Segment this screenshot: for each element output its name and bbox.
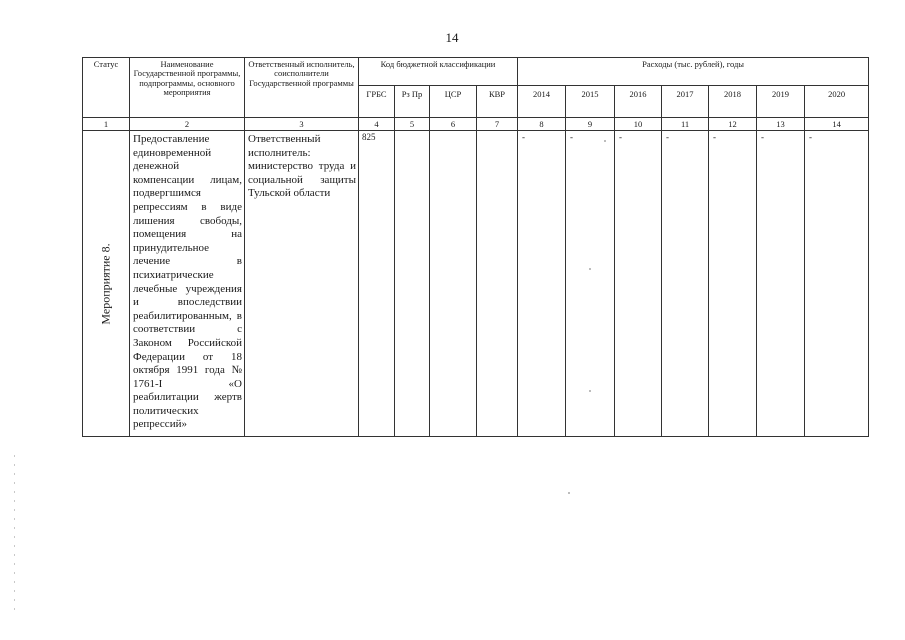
column-number: 1	[83, 118, 130, 131]
table-row	[83, 131, 869, 437]
column-number: 4	[359, 118, 395, 131]
status-cell	[83, 131, 130, 437]
expense-2020: -	[805, 131, 869, 437]
expense-2017: -	[662, 131, 709, 437]
header-responsible: Ответственный исполнитель, соисполнители Государственной программы	[245, 58, 359, 118]
subheader-rz-pr: Рз Пр	[395, 86, 430, 118]
column-number-row	[83, 118, 869, 131]
header-status: Статус	[83, 58, 130, 118]
column-number: 11	[662, 118, 709, 131]
kvr-value	[477, 131, 518, 437]
expense-2016: -	[615, 131, 662, 437]
responsible-executor: Ответственный исполнитель: министерство труда и социальной защиты Тульской области	[245, 131, 359, 437]
scan-speck	[568, 492, 570, 494]
header-budget-code: Код бюджетной классификации	[359, 58, 518, 86]
subheader-grbs: ГРБС	[359, 86, 395, 118]
column-number: 14	[805, 118, 869, 131]
column-number: 5	[395, 118, 430, 131]
year-2014: 2014	[518, 86, 566, 118]
budget-table	[82, 57, 869, 437]
expense-2014: -	[518, 131, 566, 437]
header-expenses: Расходы (тыс. рублей), годы	[518, 58, 869, 86]
column-number: 13	[757, 118, 805, 131]
column-number: 10	[615, 118, 662, 131]
column-number: 9	[566, 118, 615, 131]
year-2018: 2018	[709, 86, 757, 118]
column-number: 12	[709, 118, 757, 131]
status-label: Мероприятие 8.	[98, 242, 113, 325]
year-2019: 2019	[757, 86, 805, 118]
expense-2018: -	[709, 131, 757, 437]
column-number: 3	[245, 118, 359, 131]
csr-value	[430, 131, 477, 437]
rz-pr-value	[395, 131, 430, 437]
subheader-kvr: КВР	[477, 86, 518, 118]
year-2017: 2017	[662, 86, 709, 118]
subheader-csr: ЦСР	[430, 86, 477, 118]
measure-name: Предоставление единовременной денежной компенсации лицам, подвергшимся репрессиям в виде лишения свободы, помещения на принудительное лечение в психиатрические лечебные учреждения и впоследствии реабилитированным, в соответствии с Законом Российской Федерации от 18 октября 1991 года № 1761-I «О реабилитации жертв политических репрессий»	[130, 131, 245, 437]
year-2020: 2020	[805, 86, 869, 118]
grbs-value: 825	[359, 131, 395, 437]
column-number: 2	[130, 118, 245, 131]
column-number: 6	[430, 118, 477, 131]
column-number: 7	[477, 118, 518, 131]
header-name: Наименование Государственной программы, подпрограммы, основного мероприятия	[130, 58, 245, 118]
scan-margin-mark	[14, 455, 15, 615]
expense-2015: -	[566, 131, 615, 437]
year-2015: 2015	[566, 86, 615, 118]
year-2016: 2016	[615, 86, 662, 118]
column-number: 8	[518, 118, 566, 131]
expense-2019: -	[757, 131, 805, 437]
page-number: 14	[445, 30, 459, 45]
